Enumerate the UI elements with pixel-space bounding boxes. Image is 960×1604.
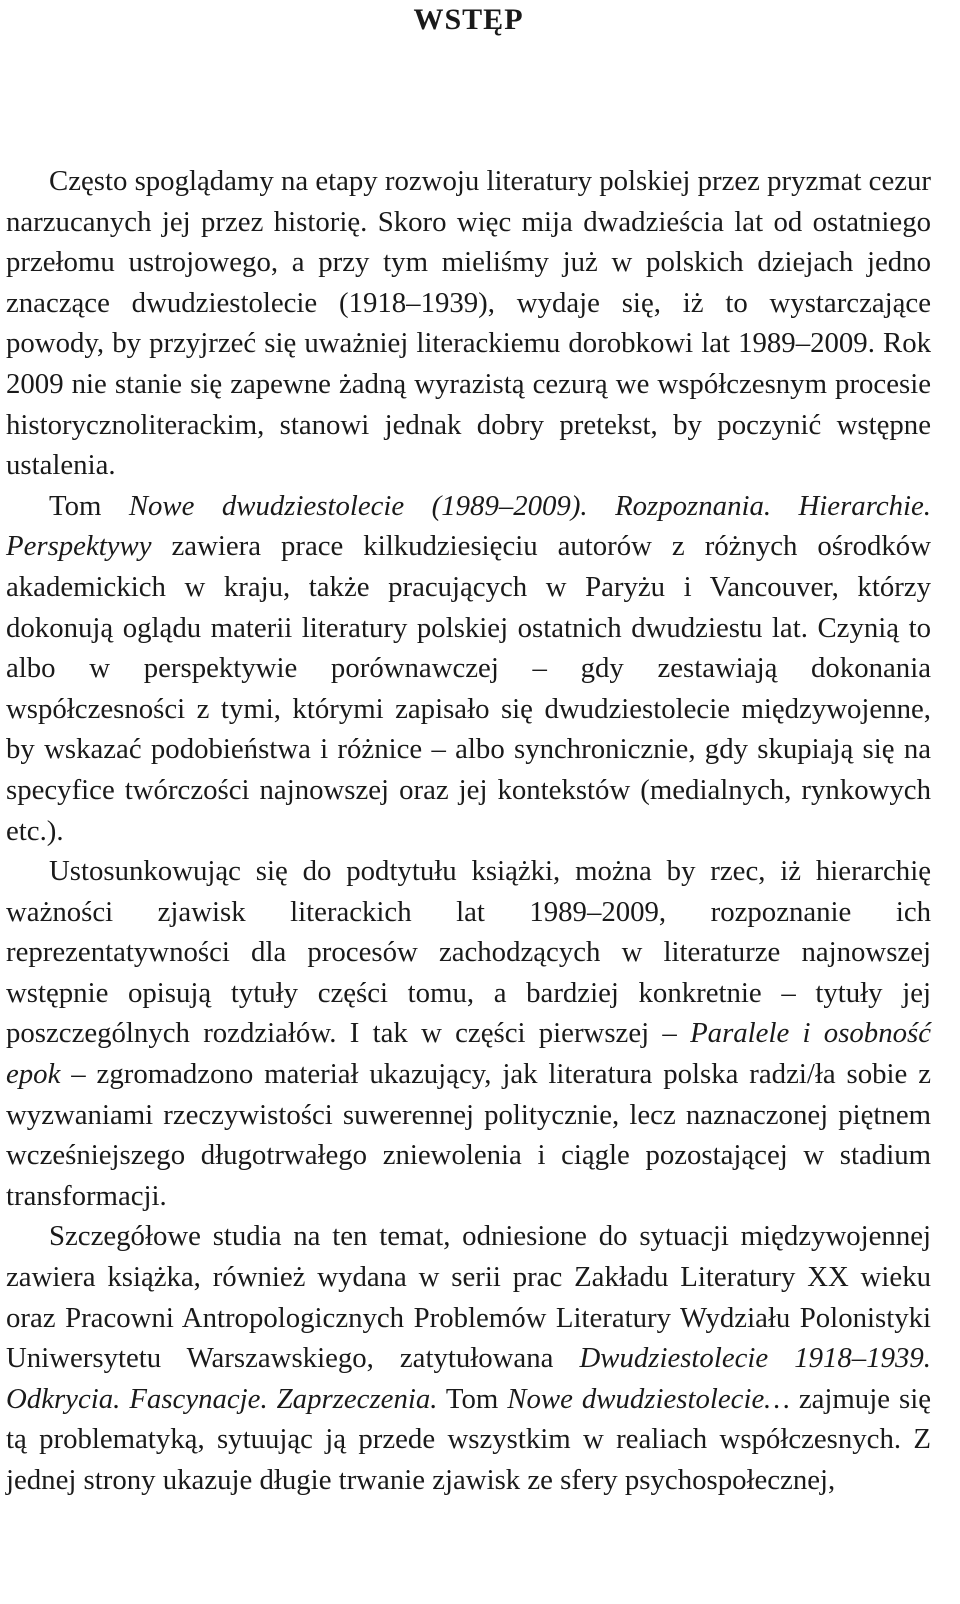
text-segment: Tom	[437, 1382, 508, 1415]
italic-title-text: Nowe dwudziestolecie (1989–2009). Rozpoznania. Hierarchie. Perspektywy	[6, 489, 931, 563]
page-heading: WSTĘP	[413, 3, 524, 36]
text-segment: Szczegółowe studia na ten temat, odniesione do sytuacji międzywojennej zawiera książka, również wydana w serii prac Zakładu Literatury XX wieku oraz Pracowni Antropologicznych Problemów Literatury Wydziału Polonistyki Uniwersytetu Warszawskiego, zatytułowana	[6, 1220, 931, 1375]
text-segment: zawiera prace kilkudziesięciu autorów z różnych ośrodków akademickich w kraju, także pracujących w Paryżu i Vancouver, którzy dokonują oglądu materii literatury polskiej ostatnich dwudziestu lat. Czynią to albo w perspektywie porównawczej – gdy zestawiają dokonania współczesności z tymi, którymi zapisało się dwudziestolecie międzywojenne, by wskazać podobieństwa i różnice – albo synchronicznie, gdy skupiają się na specyfice twórczości najnowszej oraz jej kontekstów (medialnych, rynkowych etc.).	[6, 530, 931, 847]
text-segment: Ustosunkowując się do podtytułu książki, można by rzec, iż hierarchię ważności zjawisk literackich lat 1989–2009, rozpoznanie ich reprezentatywności dla procesów zachodzących w literaturze najnowszej wstępnie opisują tytuły części tomu, a bardziej konkretnie – tytuły jej poszczególnych rozdziałów. I tak w części pierwszej –	[6, 855, 931, 1050]
paragraph	[6, 1216, 931, 1500]
document-page	[6, 0, 931, 1501]
text-segment: zajmuje się tą problematyką, sytuując ją przede wszystkim w realiach współczesnych. Z jednej strony ukazuje długie trwanie zjawisk ze sfery psychospołecznej,	[6, 1382, 931, 1496]
italic-title-text: Paralele i osobność epok	[6, 1017, 931, 1091]
italic-title-text: Dwudziestolecie 1918–1939. Odkrycia. Fascynacje. Zaprzeczenia.	[6, 1342, 931, 1415]
paragraph	[6, 851, 931, 1216]
paragraph	[6, 486, 931, 851]
italic-title-text: Nowe dwudziestolecie…	[507, 1382, 790, 1415]
body-text	[6, 161, 931, 1501]
paragraph	[6, 161, 931, 486]
text-segment: – zgromadzono materiał ukazujący, jak literatura polska radzi/ła sobie z wyzwaniami rzeczywistości suwerennej politycznie, lecz naznaczonej piętnem wcześniejszego długotrwałego zniewolenia i ciągle pozostającej w stadium transformacji.	[6, 1058, 931, 1212]
text-segment: Tom	[49, 489, 129, 522]
text-segment: Często spoglądamy na etapy rozwoju literatury polskiej przez pryzmat cezur narzucanych jej przez historię. Skoro więc mija dwadzieścia lat od ostatniego przełomu ustrojowego, a przy tym mieliśmy już w polskich dziejach jedno znaczące dwudziestolecie (1918–1939), wydaje się, iż to wystarczające powody, by przyjrzeć się uważniej literackiemu dorobkowi lat 1989–2009. Rok 2009 nie stanie się zapewne żadną wyrazistą cezurą we współczesnym procesie historycznoliterackim, stanowi jednak dobry pretekst, by poczynić wstępne ustalenia.	[6, 165, 931, 482]
